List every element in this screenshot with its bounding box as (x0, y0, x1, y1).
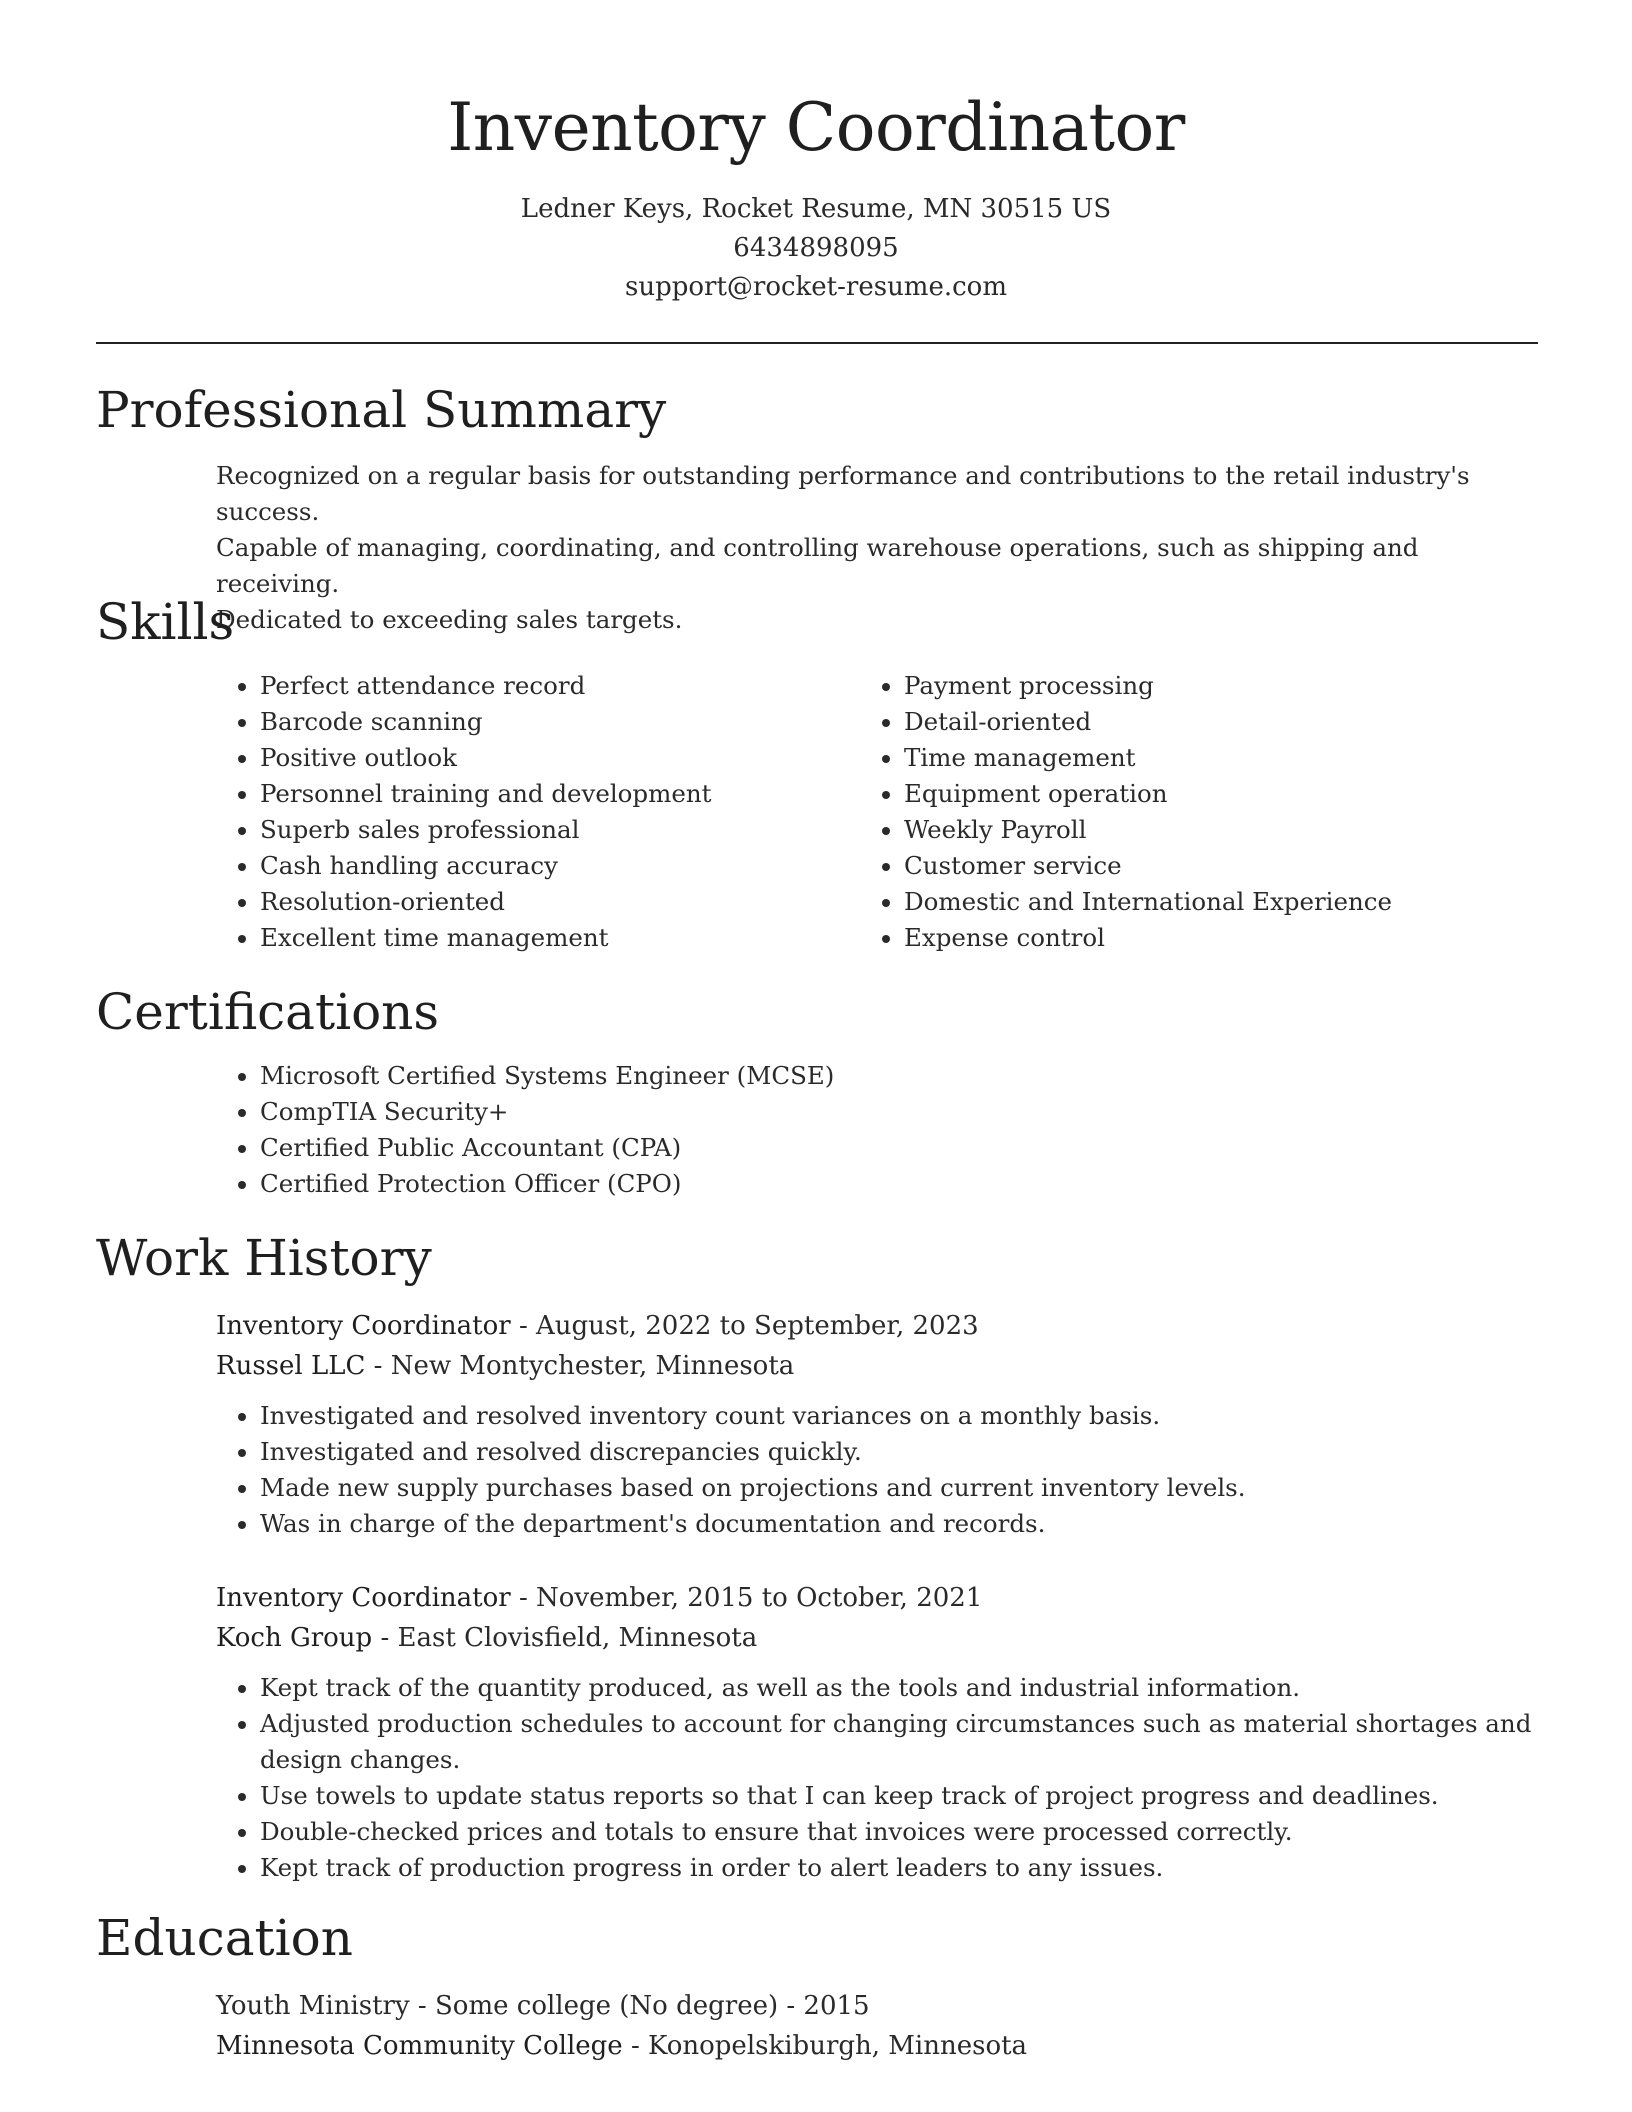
contact-block (0, 190, 1632, 307)
job-dates: August, 2022 to September, 2023 (536, 1311, 979, 1341)
job-bullet: • Made new supply purchases based on projections and current inventory levels. (260, 1470, 1536, 1506)
job-entry (216, 1306, 1536, 1542)
skill-item: • Customer service (904, 848, 1500, 884)
education-heading: Education (96, 1909, 353, 1967)
education-entry (216, 1986, 1536, 2066)
job-role: Inventory Coordinator (216, 1311, 511, 1341)
skill-item: • Resolution-oriented (260, 884, 856, 920)
certification-item: • Certified Protection Officer (CPO) (260, 1166, 1536, 1202)
summary-line: Capable of managing, coordinating, and controlling warehouse operations, such as shipping and receiving. (216, 533, 1419, 598)
job-role-line: Inventory Coordinator - August, 2022 to September, 2023 (216, 1311, 979, 1341)
contact-phone: 6434898095 (733, 233, 899, 263)
education-degree: Youth Ministry - Some college (No degree) - 2015 (216, 1991, 870, 2021)
certification-item: • Certified Public Accountant (CPA) (260, 1130, 1536, 1166)
job-bullet: • Kept track of production progress in order to alert leaders to any issues. (260, 1850, 1536, 1886)
certifications-heading: Certifications (96, 983, 440, 1041)
job-role-line: Inventory Coordinator - November, 2015 to October, 2021 (216, 1583, 983, 1613)
job-bullet: • Double-checked prices and totals to ensure that invoices were processed correctly. (260, 1814, 1536, 1850)
summary-line: Dedicated to exceeding sales targets. (216, 605, 683, 634)
resume-header (0, 0, 1632, 307)
job-bullet: • Kept track of the quantity produced, as well as the tools and industrial information. (260, 1670, 1536, 1706)
certification-item: • Microsoft Certified Systems Engineer (MCSE) (260, 1058, 1536, 1094)
summary-heading: Professional Summary (96, 381, 667, 439)
summary-text (216, 458, 1536, 638)
skill-item: • Payment processing (904, 668, 1500, 704)
skill-item: • Perfect attendance record (260, 668, 856, 704)
contact-email: support@rocket-resume.com (624, 272, 1007, 302)
job-location: New Montychester, Minnesota (390, 1351, 795, 1381)
education-school: Minnesota Community College (216, 2031, 623, 2061)
job-location: East Clovisfield, Minnesota (397, 1623, 758, 1653)
skill-item: • Excellent time management (260, 920, 856, 956)
skills-heading: Skills (96, 593, 235, 651)
job-company-line: Russel LLC - New Montychester, Minnesota (216, 1351, 795, 1381)
contact-address: Ledner Keys, Rocket Resume, MN 30515 US (520, 194, 1112, 224)
skill-item: • Superb sales professional (260, 812, 856, 848)
skill-item: • Detail-oriented (904, 704, 1500, 740)
education-school-line: Minnesota Community College - Konopelskiburgh, Minnesota (216, 2031, 1028, 2061)
work-history-heading: Work History (96, 1229, 432, 1287)
skill-item: • Barcode scanning (260, 704, 856, 740)
summary-line: Recognized on a regular basis for outstanding performance and contributions to the retail industry's success. (216, 461, 1470, 526)
job-bullet: • Adjusted production schedules to account for changing circumstances such as material shortages and design changes. (260, 1706, 1536, 1778)
header-divider (96, 342, 1538, 344)
job-bullet: • Use towels to update status reports so that I can keep track of project progress and deadlines. (260, 1778, 1536, 1814)
job-entry (216, 1578, 1536, 1886)
candidate-name: Inventory Coordinator (447, 89, 1185, 166)
job-bullet: • Investigated and resolved inventory count variances on a monthly basis. (260, 1398, 1536, 1434)
skill-item: • Time management (904, 740, 1500, 776)
skill-item: • Cash handling accuracy (260, 848, 856, 884)
skill-item: • Personnel training and development (260, 776, 856, 812)
job-company-line: Koch Group - East Clovisfield, Minnesota (216, 1623, 758, 1653)
job-company: Koch Group (216, 1623, 373, 1653)
job-bullet: • Was in charge of the department's documentation and records. (260, 1506, 1536, 1542)
skill-item: • Domestic and International Experience (904, 884, 1500, 920)
skill-item: • Weekly Payroll (904, 812, 1500, 848)
job-dates: November, 2015 to October, 2021 (536, 1583, 983, 1613)
skill-item: • Expense control (904, 920, 1500, 956)
education-location: Konopelskiburgh, Minnesota (648, 2031, 1028, 2061)
job-company: Russel LLC (216, 1351, 366, 1381)
skills-right-column (860, 668, 1500, 956)
skills-left-column (216, 668, 856, 956)
job-bullet: • Investigated and resolved discrepancies quickly. (260, 1434, 1536, 1470)
certification-item: • CompTIA Security+ (260, 1094, 1536, 1130)
certifications-list (216, 1058, 1536, 1202)
job-role: Inventory Coordinator (216, 1583, 511, 1613)
skill-item: • Equipment operation (904, 776, 1500, 812)
skill-item: • Positive outlook (260, 740, 856, 776)
